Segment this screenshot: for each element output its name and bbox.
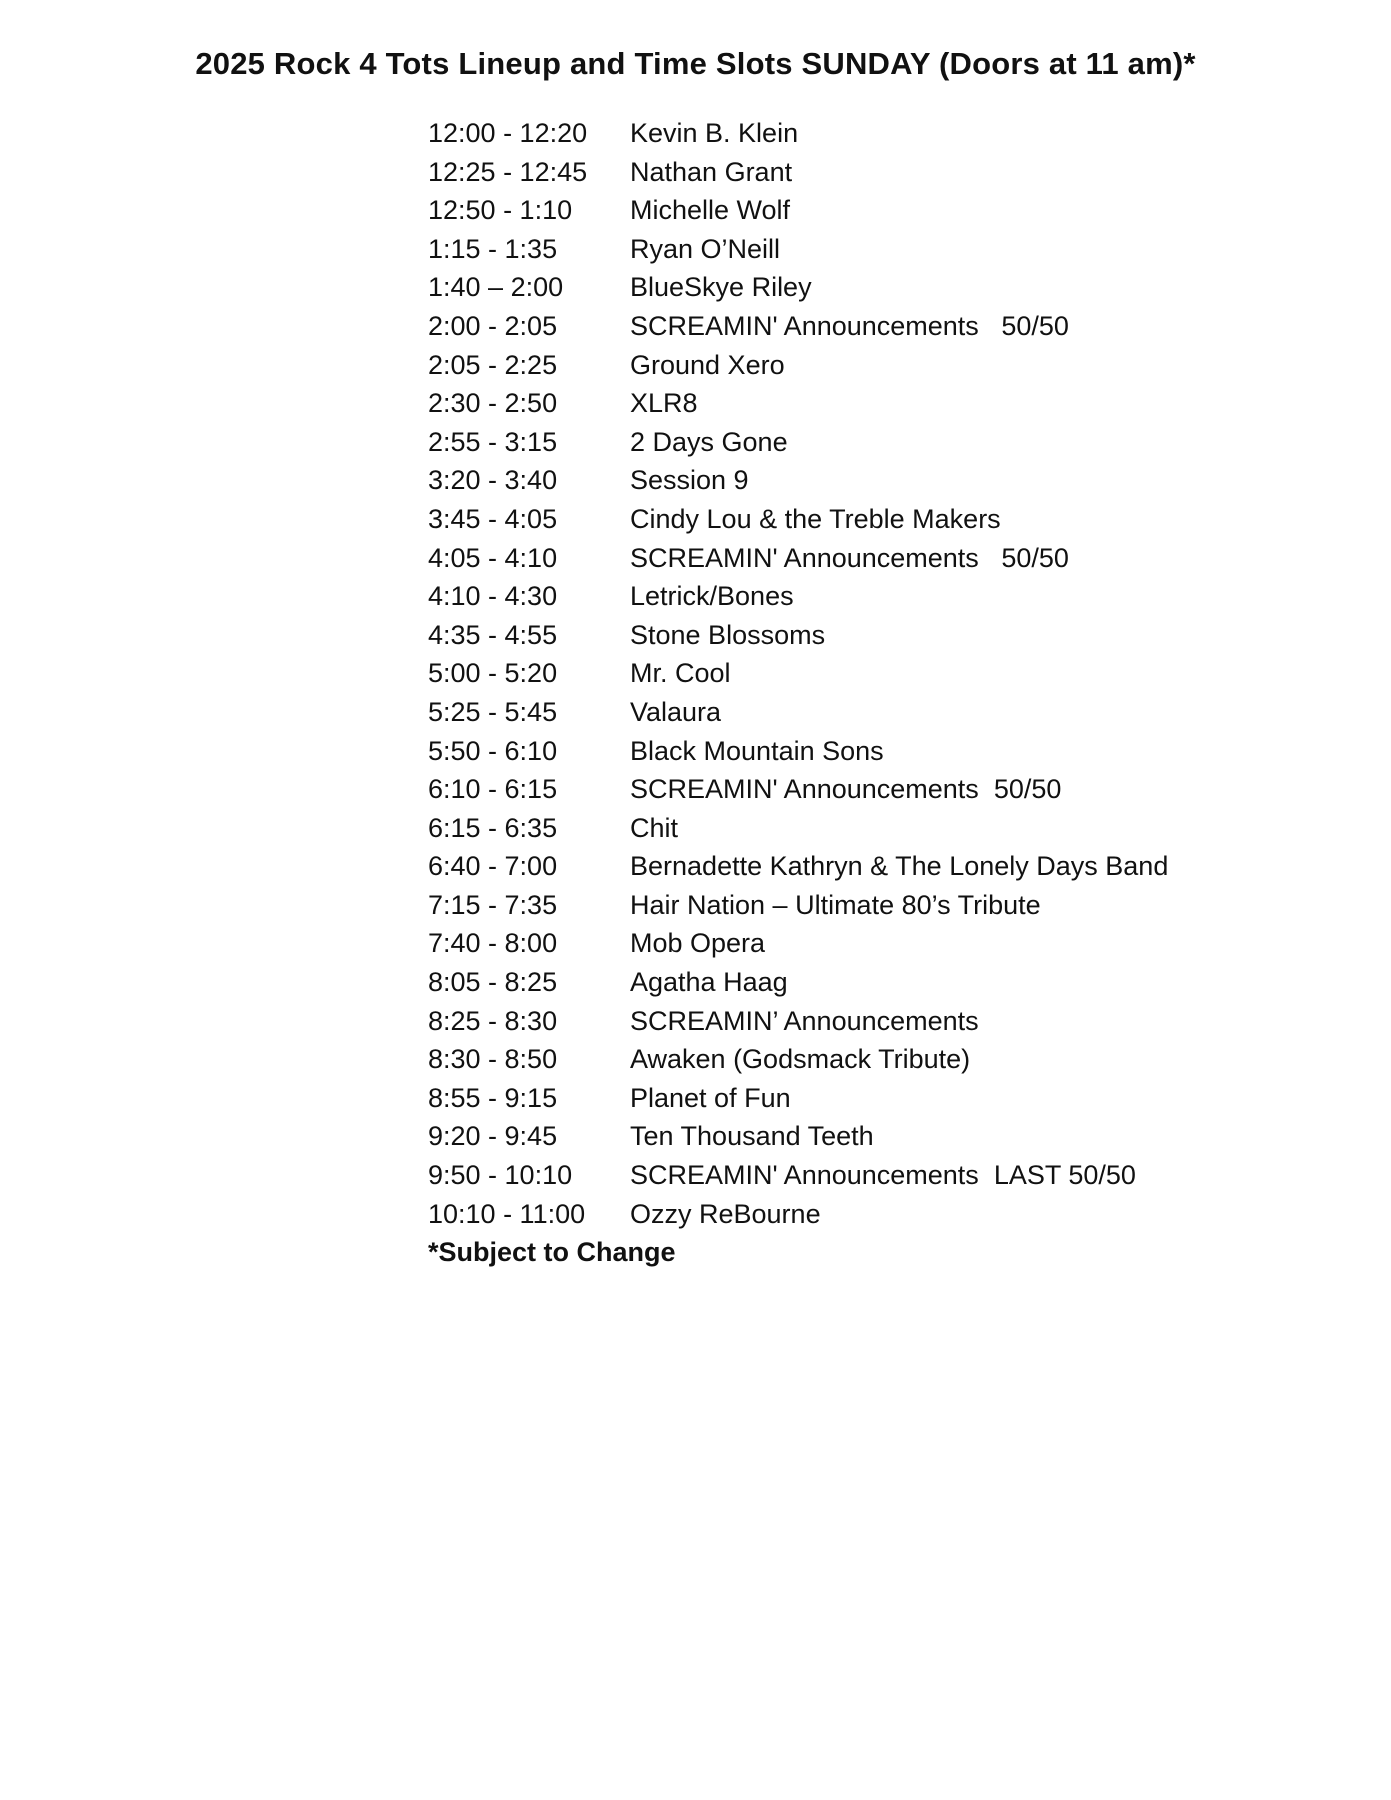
time-slot: 8:30 - 8:50 bbox=[428, 1044, 558, 1075]
time-slot: 3:45 - 4:05 bbox=[428, 503, 558, 534]
time-slot: 4:35 - 4:55 bbox=[428, 619, 558, 650]
time-slot: 12:25 - 12:45 bbox=[428, 156, 588, 187]
act-name: Ryan O’Neill bbox=[630, 233, 781, 264]
footnote: *Subject to Change bbox=[428, 1237, 676, 1268]
time-slot: 6:15 - 6:35 bbox=[428, 812, 558, 843]
act-name: 2 Days Gone bbox=[630, 426, 788, 457]
time-slot: 6:40 - 7:00 bbox=[428, 851, 558, 882]
act-name: SCREAMIN' Announcements 50/50 bbox=[630, 774, 1062, 805]
act-name: Michelle Wolf bbox=[630, 195, 791, 226]
schedule-row bbox=[428, 924, 1168, 963]
act-name: Ozzy ReBourne bbox=[630, 1198, 821, 1229]
act-name: Awaken (Godsmack Tribute) bbox=[630, 1044, 971, 1075]
act-name: Agatha Haag bbox=[630, 967, 788, 998]
act-name: Ground Xero bbox=[630, 349, 785, 380]
time-slot: 8:05 - 8:25 bbox=[428, 967, 558, 998]
time-slot: 7:15 - 7:35 bbox=[428, 889, 558, 920]
act-name: Hair Nation – Ultimate 80’s Tribute bbox=[630, 889, 1041, 920]
act-name: XLR8 bbox=[630, 388, 698, 419]
time-slot: 12:00 - 12:20 bbox=[428, 118, 588, 148]
time-slot: 9:50 - 10:10 bbox=[428, 1160, 573, 1191]
schedule-row bbox=[428, 461, 1168, 500]
schedule-row bbox=[428, 539, 1168, 578]
time-slot: 1:40 – 2:00 bbox=[428, 272, 564, 303]
schedule-list bbox=[428, 114, 1168, 1272]
time-slot: 5:25 - 5:45 bbox=[428, 696, 558, 727]
schedule-row bbox=[428, 346, 1168, 385]
time-slot: 10:10 - 11:00 bbox=[428, 1198, 586, 1229]
schedule-row bbox=[428, 1079, 1168, 1118]
time-slot: 5:00 - 5:20 bbox=[428, 658, 558, 689]
act-name: Black Mountain Sons bbox=[630, 735, 884, 766]
act-name: Letrick/Bones bbox=[630, 581, 794, 612]
schedule-row bbox=[428, 1040, 1168, 1079]
act-name: Cindy Lou & the Treble Makers bbox=[630, 503, 1001, 534]
schedule-row bbox=[428, 1002, 1168, 1041]
schedule-row bbox=[428, 307, 1168, 346]
schedule-row bbox=[428, 423, 1168, 462]
schedule-row bbox=[428, 191, 1168, 230]
act-name: Stone Blossoms bbox=[630, 619, 826, 650]
time-slot: 12:50 - 1:10 bbox=[428, 195, 573, 226]
time-slot: 5:50 - 6:10 bbox=[428, 735, 558, 766]
schedule-row bbox=[428, 654, 1168, 693]
schedule-row bbox=[428, 770, 1168, 809]
time-slot: 2:00 - 2:05 bbox=[428, 310, 558, 341]
schedule-row bbox=[428, 616, 1168, 655]
schedule-row bbox=[428, 1195, 1168, 1234]
schedule-row bbox=[428, 268, 1168, 307]
schedule-row bbox=[428, 230, 1168, 269]
time-slot: 2:55 - 3:15 bbox=[428, 426, 558, 457]
schedule-row bbox=[428, 577, 1168, 616]
schedule-row bbox=[428, 963, 1168, 1002]
time-slot: 8:25 - 8:30 bbox=[428, 1005, 558, 1036]
act-name: SCREAMIN' Announcements 50/50 bbox=[630, 310, 1069, 341]
time-slot: 2:30 - 2:50 bbox=[428, 388, 558, 419]
time-slot: 6:10 - 6:15 bbox=[428, 774, 558, 805]
schedule-row bbox=[428, 500, 1168, 539]
act-name: SCREAMIN’ Announcements bbox=[630, 1005, 979, 1036]
time-slot: 4:05 - 4:10 bbox=[428, 542, 558, 573]
schedule-row bbox=[428, 1117, 1168, 1156]
act-name: Chit bbox=[630, 812, 679, 843]
schedule-row bbox=[428, 384, 1168, 423]
schedule-row bbox=[428, 693, 1168, 732]
act-name: Mob Opera bbox=[630, 928, 766, 959]
act-name: Planet of Fun bbox=[630, 1082, 791, 1113]
schedule-row bbox=[428, 847, 1168, 886]
time-slot: 1:15 - 1:35 bbox=[428, 233, 558, 264]
time-slot: 7:40 - 8:00 bbox=[428, 928, 558, 959]
act-name: Session 9 bbox=[630, 465, 749, 496]
act-name: SCREAMIN' Announcements LAST 50/50 bbox=[630, 1160, 1136, 1191]
act-name: Mr. Cool bbox=[630, 658, 731, 689]
schedule-row bbox=[428, 1156, 1168, 1195]
act-name: Kevin B. Klein bbox=[630, 118, 799, 148]
schedule-row bbox=[428, 809, 1168, 848]
time-slot: 9:20 - 9:45 bbox=[428, 1121, 558, 1152]
schedule-row bbox=[428, 114, 1168, 153]
time-slot: 8:55 - 9:15 bbox=[428, 1082, 558, 1113]
time-slot: 3:20 - 3:40 bbox=[428, 465, 558, 496]
page-title: 2025 Rock 4 Tots Lineup and Time Slots SUNDAY (Doors at 11 am)* bbox=[195, 46, 1196, 81]
schedule-row bbox=[428, 732, 1168, 771]
act-name: Nathan Grant bbox=[630, 156, 793, 187]
act-name: Valaura bbox=[630, 696, 722, 727]
schedule-row bbox=[428, 886, 1168, 925]
act-name: Ten Thousand Teeth bbox=[630, 1121, 874, 1152]
act-name: SCREAMIN' Announcements 50/50 bbox=[630, 542, 1069, 573]
time-slot: 4:10 - 4:30 bbox=[428, 581, 558, 612]
time-slot: 2:05 - 2:25 bbox=[428, 349, 558, 380]
schedule-row bbox=[428, 153, 1168, 192]
act-name: Bernadette Kathryn & The Lonely Days Band bbox=[630, 851, 1169, 882]
act-name: BlueSkye Riley bbox=[630, 272, 812, 303]
